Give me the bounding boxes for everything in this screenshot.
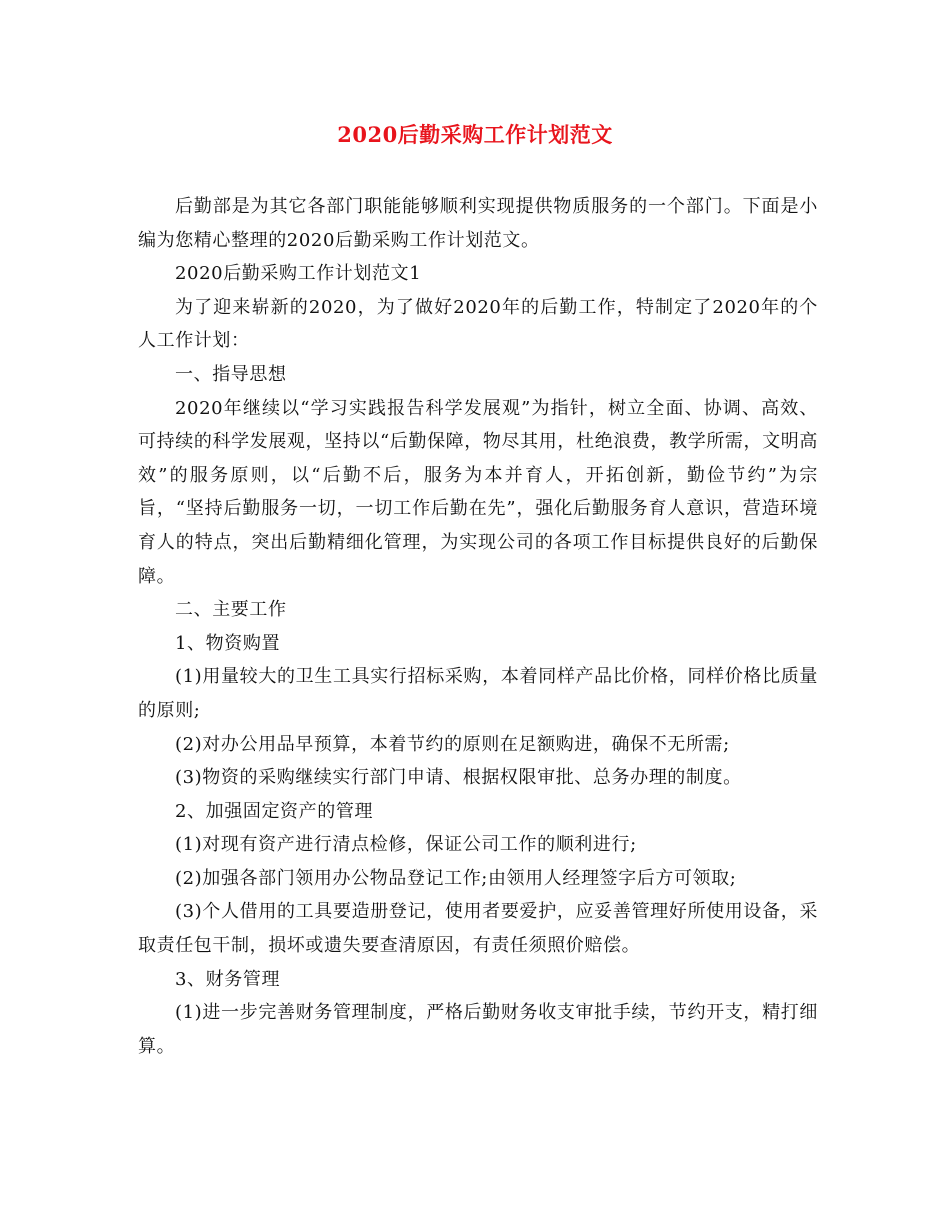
list-item: (3)物资的采购继续实行部门申请、根据权限审批、总务办理的制度。: [175, 767, 742, 789]
subheading-finance: 3、财务管理: [175, 968, 281, 990]
section-heading-guiding-ideology: 一、指导思想: [175, 363, 287, 385]
list-item: (1)用量较大的卫生工具实行招标采购，本着同样产品比价格，同样价格比质量的原则;: [138, 666, 818, 721]
list-item: (1)对现有资产进行清点检修，保证公司工作的顺利进行;: [175, 834, 637, 856]
paragraph-guiding-ideology: 2020年继续以“学习实践报告科学发展观”为指针，树立全面、协调、高效、可持续的科学发展观，坚持以“后勤保障，物尽其用，杜绝浪费，教学所需，文明高效”的服务原则，以“后勤不后，服务为本并育人，开拓创新，勤俭节约”为宗旨，“坚持后勤服务一切，一切工作后勤在先”，强化后勤服务育人意识，营造环境育人的特点，突出后勤精细化管理，为实现公司的各项工作目标提供良好的后勤保障。: [138, 397, 818, 587]
subheading-fixed-assets: 2、加强固定资产的管理: [175, 800, 374, 822]
section-heading-main-work: 二、主要工作: [175, 599, 287, 621]
list-item: (1)进一步完善财务管理制度，严格后勤财务收支审批手续，节约开支，精打细算。: [138, 1002, 818, 1057]
list-item: (2)加强各部门领用办公物品登记工作;由领用人经理签字后方可领取;: [175, 867, 737, 889]
document-title: 2020后勤采购工作计划范文: [337, 122, 613, 147]
list-item: (2)对办公用品早预算，本着节约的原则在足额购进，确保不无所需;: [175, 733, 730, 755]
paragraph-purpose: 为了迎来崭新的2020，为了做好2020年的后勤工作，特制定了2020年的个人工作计划：: [138, 296, 818, 352]
paragraph-intro: 后勤部是为其它各部门职能能够顺利实现提供物质服务的一个部门。下面是小编为您精心整理的2020后勤采购工作计划范文。: [138, 196, 818, 251]
paragraph-subtitle: 2020后勤采购工作计划范文1: [175, 263, 422, 285]
document-body: [138, 190, 818, 1063]
subheading-material-purchase: 1、物资购置: [175, 632, 281, 654]
list-item: (3)个人借用的工具要造册登记，使用者要爱护，应妥善管理好所使用设备，采取责任包干制，损坏或遗失要查清原因，有责任须照价赔偿。: [138, 901, 818, 957]
